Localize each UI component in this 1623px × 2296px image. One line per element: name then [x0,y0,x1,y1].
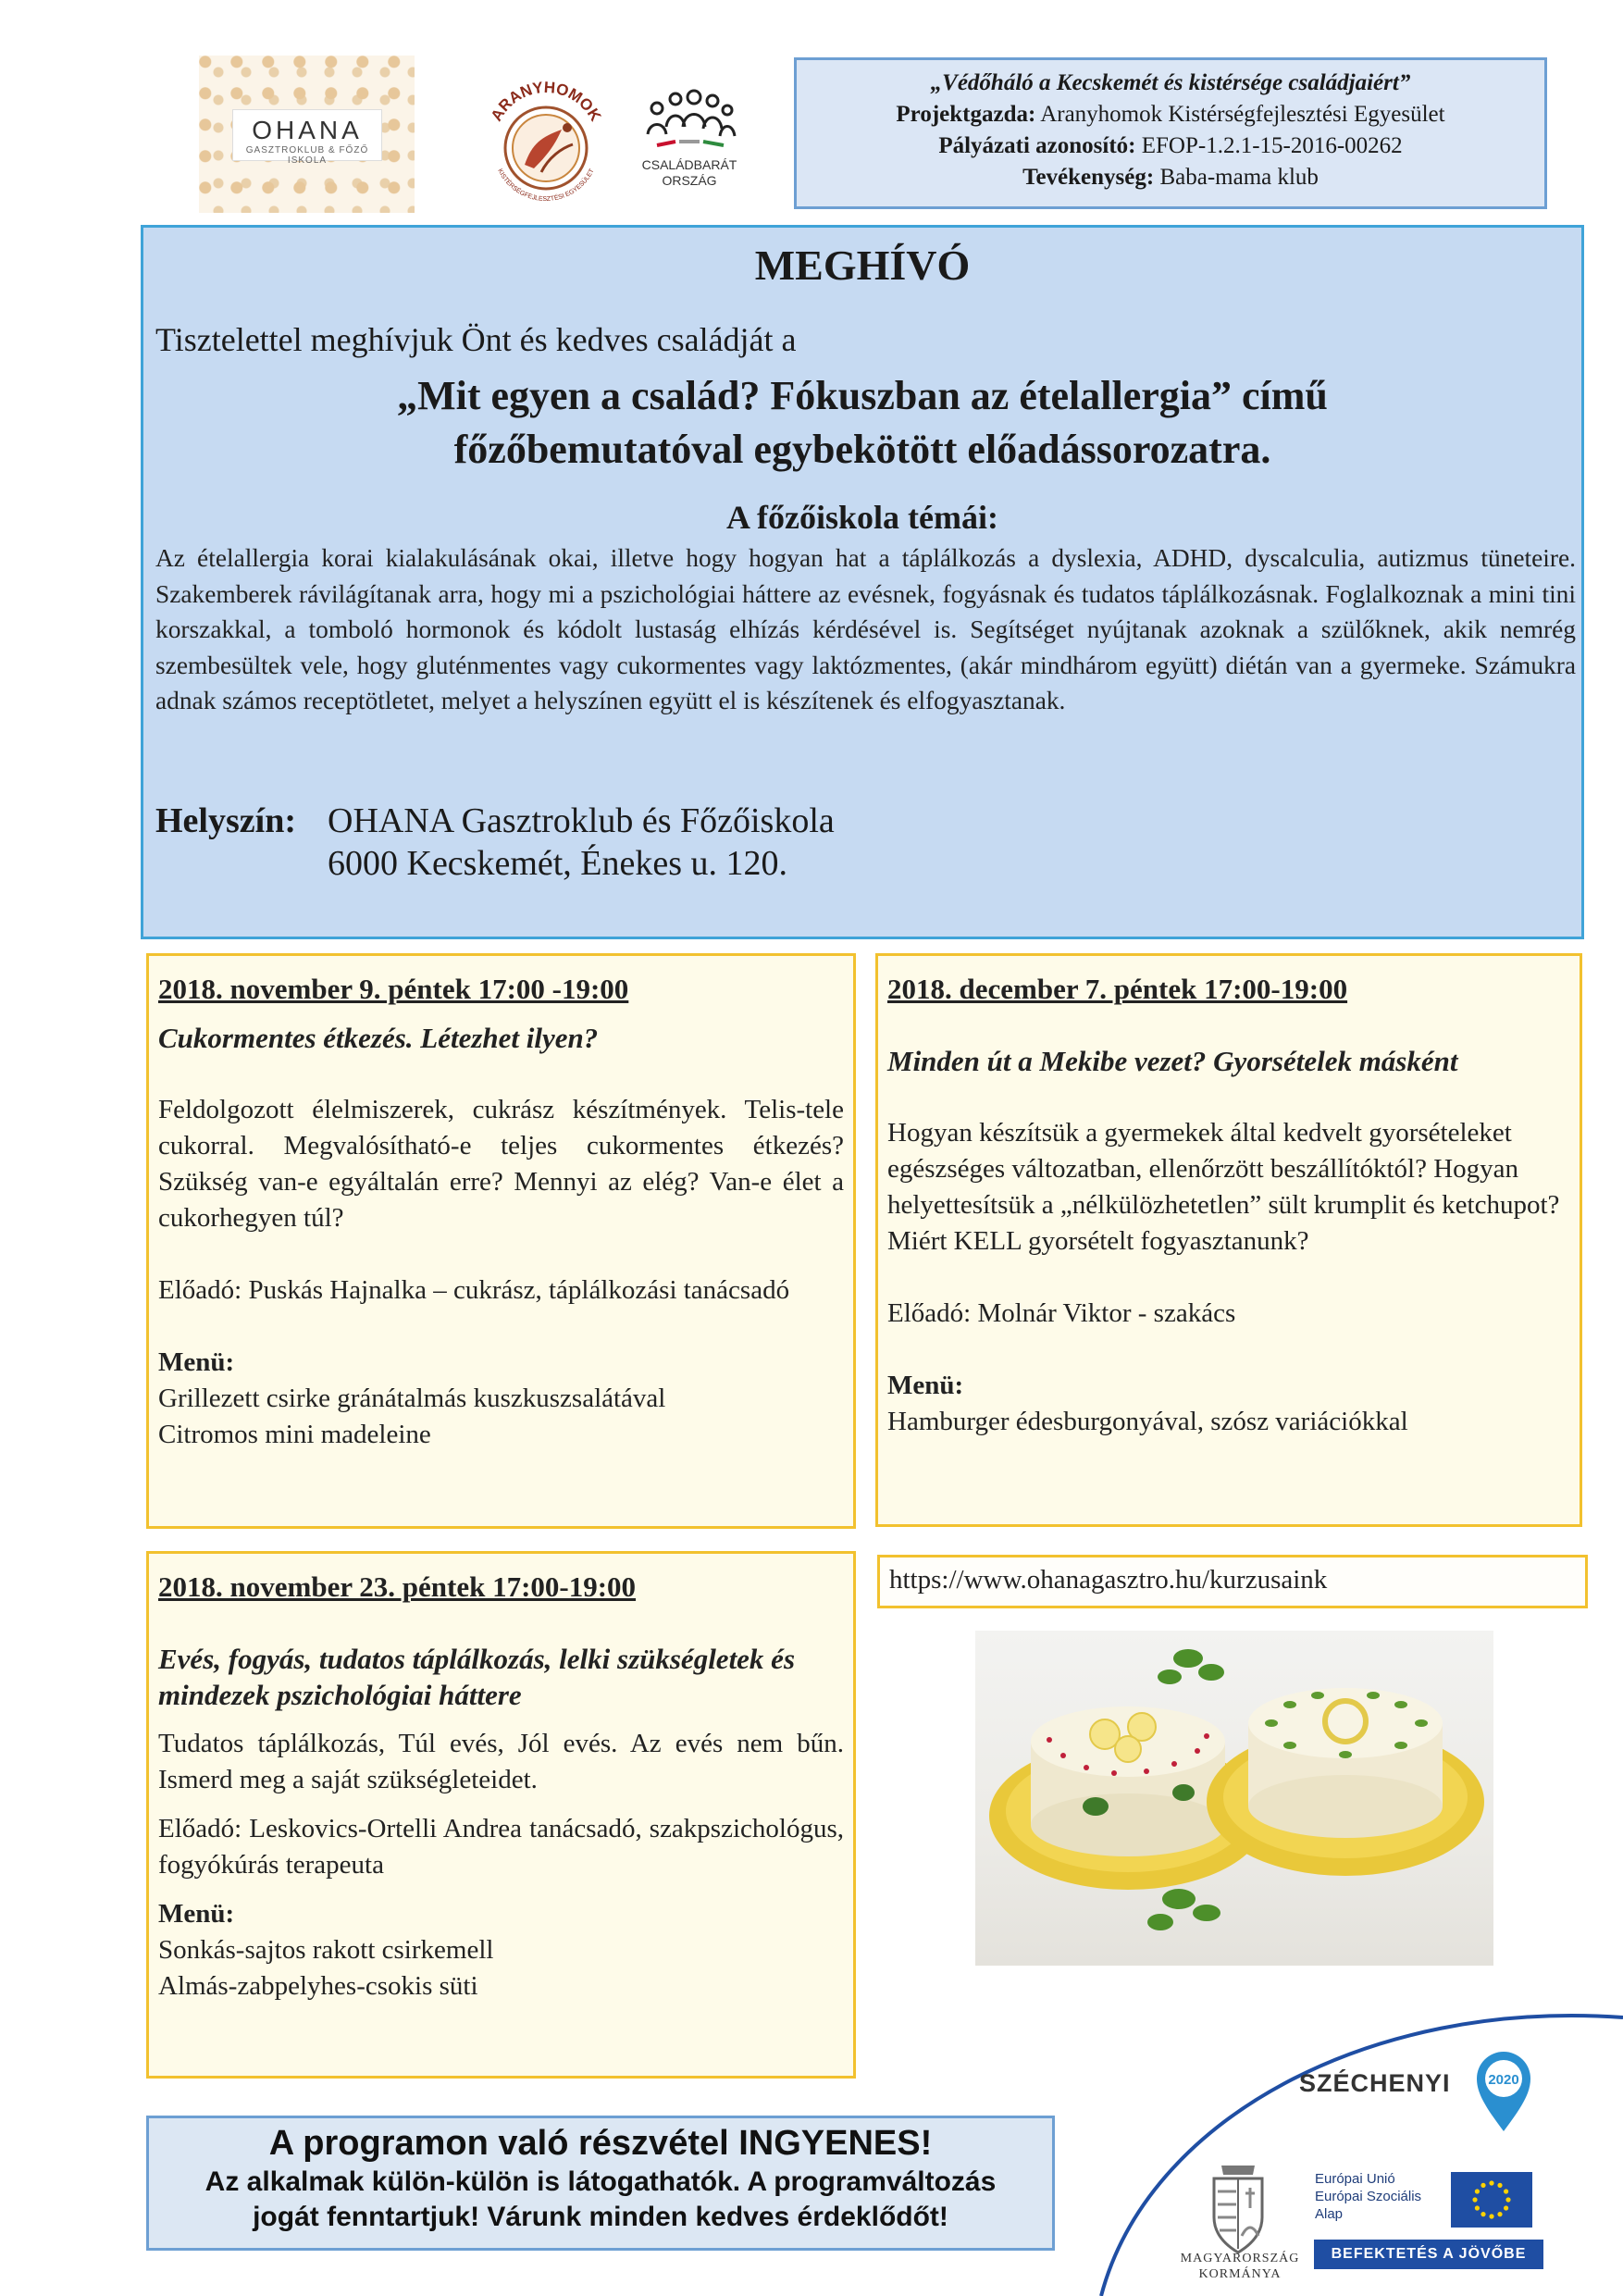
szechenyi-2020-badge-icon [1475,2050,1532,2133]
project-id-value: EFOP-1.2.1-15-2016-00262 [1141,133,1403,158]
eu-line-2: Európai Szociális [1315,2189,1422,2204]
event-description: Tudatos táplálkozás, Túl evés, Jól evés. Az evés nem bűn. Ismerd meg a saját szükségleteidet. [158,1729,844,1794]
event-speaker: Előadó: Puskás Hajnalka – cukrász, táplálkozási tanácsadó [158,1275,790,1305]
venue-line-2: 6000 Kecskemét, Énekes u. 120. [328,844,788,883]
eu-line-3: Alap [1315,2206,1344,2222]
ohana-logo-plate [232,109,382,166]
ohana-logo [199,56,415,213]
event-card-1 [146,953,856,1529]
cake-photo [975,1631,1493,1966]
topics-title: A főzőiskola témái: [726,499,998,536]
hungary-line-1: MAGYARORSZÁG [1180,2252,1300,2265]
free-notice-headline: A programon való részvétel INGYENES! [268,2124,933,2163]
venue-label: Helyszín: [155,801,296,840]
hungary-line-2: KORMÁNYA [1198,2267,1282,2281]
topics-text: Az ételallergia korai kialakulásának okai, illetve hogy hogyan hat a táplálkozás a dyslexia, ADHD, dyscalculia, autizmus tüneteire. Szakemberek rávilágítanak arra, hogy mi a pszichológiai háttere az evésnek, fogyásnak és tudatos táplálkozásnak. Foglalkoznak a mini tini korszakkal, a tomboló hormonok és kódolt lustaság elhízás kérdésével is. Segítséget nyújtanak azoknak a szülőknek, akik nemrég szembesültek vele, hogy gluténmentes vagy cukormentes vagy laktózmentes, (akár mindhárom együtt) diétán van a gyermeke. Számukra adnak számos receptötletet, melyet a helyszínen együtt el is készítenek és elfogyasztanak. [155,544,1576,715]
event-menu-item: Sonkás-sajtos rakott csirkemell [158,1935,494,1965]
aranyhomok-logo-word: ARANYHOMOK [487,78,605,125]
event-title: Evés, fogyás, tudatos táplálkozás, lelki szükségletek és mindezek pszichológiai háttere [158,1643,796,1711]
invitation-box [141,225,1584,939]
project-activity-value: Baba-mama klub [1159,165,1319,190]
event-menu-item: Citromos mini madeleine [158,1420,431,1449]
invitation-title: MEGHÍVÓ [754,242,971,289]
venue [155,800,835,885]
event-date: 2018. november 23. péntek 17:00-19:00 [158,1570,637,1603]
event-description: Hogyan készítsük a gyermekek által kedvelt gyorsételeket egészséges változatban, ellenőrzött beszállítóktól? Hogyan helyettesítsük a „nélkülözhetetlen” sült krumplit és ketchupot? Miért KELL gyorsételt fogyasztanunk? [887,1118,1560,1256]
ohana-logo-sub: GASZTROKLUB & FŐZŐ ISKOLA [245,145,369,166]
project-holder-value: Aranyhomok Kistérségfejlesztési Egyesület [1040,102,1445,127]
course-url[interactable]: https://www.ohanagasztro.hu/kurzusaink [877,1555,1588,1608]
cakes-image-icon [975,1631,1493,1966]
hungary-caption [1161,2251,1319,2282]
free-participation-notice [146,2116,1055,2251]
event-title: Cukormentes étkezés. Létezhet ilyen? [158,1022,599,1054]
event-date: 2018. november 9. péntek 17:00 -19:00 [158,973,629,1005]
event-menu-item: Grillezett csirke gránátalmás kuszkuszsalátával [158,1384,666,1413]
event-description: Feldolgozott élelmiszerek, cukrász készítmények. Telis-tele cukorral. Megvalósítható-e teljes cukormentes étkezés? Szükség van-e egyáltalán erre? Mennyi az elég? Van-e élet a cukorhegyen túl? [158,1095,844,1233]
eu-text [1315,2170,1421,2223]
family-people-icon [638,88,740,153]
project-holder-label: Projektgazda: [896,102,1036,127]
event-menu-item: Hamburger édesburgonyával, szósz variációkkal [887,1407,1408,1436]
csaladbarat-logo [638,88,740,208]
event-date: 2018. december 7. péntek 17:00-19:00 [887,973,1348,1005]
ohana-logo-word: OHANA [252,116,363,144]
szechenyi-word: SZÉCHENYI [1299,2069,1451,2097]
venue-line-1: OHANA Gasztroklub és Főzőiskola [328,801,835,840]
szechenyi-year: 2020 [1488,2072,1519,2088]
aranyhomok-logo [477,56,615,213]
event-menu-label: Menü: [887,1371,964,1400]
invitation-headline-1: „Mit egyen a család? Fókuszban az ételallergia” című [397,373,1328,418]
project-id-row [797,130,1544,162]
project-activity-label: Tevékenység: [1022,165,1155,190]
event-menu-label: Menü: [158,1899,235,1929]
event-menu-item: Almás-zabpelyhes-csokis süti [158,1971,478,2001]
project-id-label: Pályázati azonosító: [938,133,1136,158]
eu-banner: BEFEKTETÉS A JÖVŐBE [1314,2240,1543,2269]
csaladbarat-caption-1: CSALÁDBARÁT [641,157,737,172]
event-speaker: Előadó: Molnár Viktor - szakács [887,1298,1236,1328]
event-title: Minden út a Mekibe vezet? Gyorsételek másként [887,1045,1458,1077]
csaladbarat-caption-2: ORSZÁG [662,173,717,188]
invitation-headline-2: főzőbemutatóval egybekötött előadássorozatra. [453,427,1271,472]
invitation-intro: Tisztelettel meghívjuk Önt és kedves családját a [155,321,797,358]
aranyhomok-logo-sub: KISTÉRSÉGFEJLESZTÉSI EGYESÜLET [496,168,596,204]
event-card-2 [875,953,1582,1527]
free-notice-line-1: Az alkalmak külön-külön is látogathatók. A programváltozás [204,2166,997,2197]
eu-line-1: Európai Unió [1315,2171,1395,2187]
event-menu-label: Menü: [158,1347,235,1377]
aranyhomok-emblem-icon [477,56,615,213]
hungary-crest-icon [1194,2156,1282,2258]
event-speaker: Előadó: Leskovics-Ortelli Andrea tanácsadó, szakpszichológus, fogyókúrás terapeuta [158,1814,844,1880]
project-info-box [794,57,1547,209]
project-title: „Védőháló a Kecskemét és kistérsége családjaiért” [930,70,1411,95]
event-card-3 [146,1551,856,2079]
free-notice-line-2: jogát fenntartjuk! Várunk minden kedves érdeklődőt! [253,2202,948,2232]
project-holder-row [797,99,1544,130]
project-activity-row [797,162,1544,193]
eu-flag-icon [1451,2172,1532,2228]
